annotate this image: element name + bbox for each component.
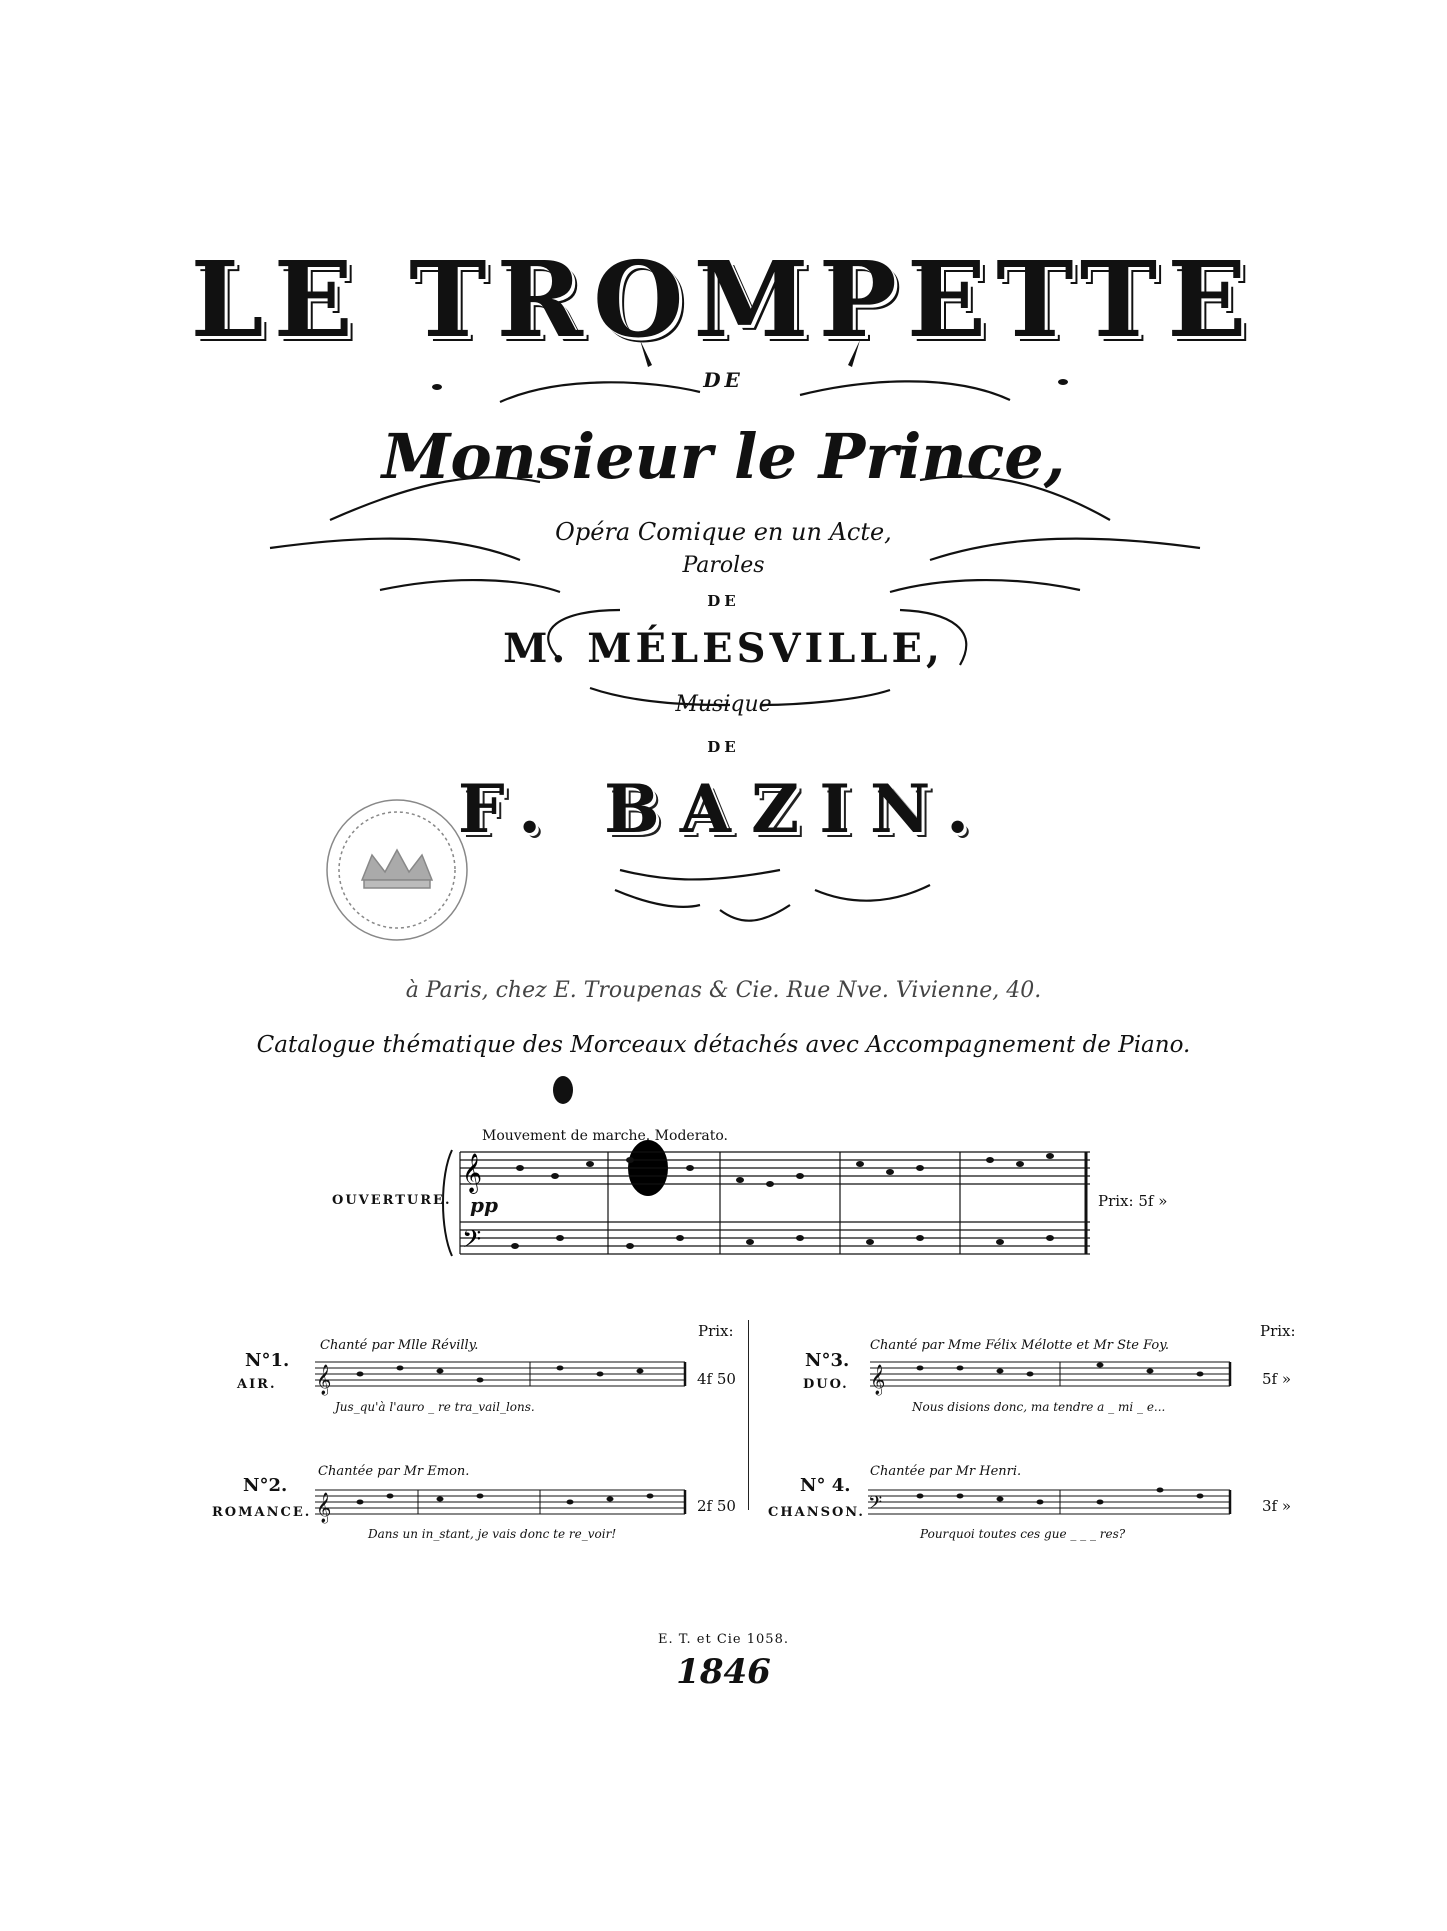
- subtitle: Monsieur le Prince,: [381, 420, 1066, 493]
- price-header-left: Prix:: [698, 1322, 734, 1340]
- piece-4-lyrics: Pourquoi toutes ces gue _ _ _ res?: [920, 1527, 1126, 1541]
- svg-text:𝄢: 𝄢: [462, 1225, 482, 1260]
- piece-1-number: N°1.: [245, 1350, 290, 1371]
- de-connector-2: DE: [707, 592, 740, 610]
- price-header-right: Prix:: [1260, 1322, 1296, 1340]
- piece-3-number: N°3.: [805, 1350, 850, 1371]
- piece-2-price: 2f 50: [697, 1497, 736, 1515]
- publisher-address: à Paris, chez E. Troupenas & Cie. Rue Nve. Vivienne, 40.: [405, 978, 1042, 1003]
- de-connector-3: DE: [707, 738, 740, 756]
- piece-2-number: N°2.: [243, 1475, 288, 1496]
- piece-2-singer: Chantée par Mr Emon.: [318, 1464, 470, 1479]
- plate-number: E. T. et Cie 1058.: [658, 1632, 789, 1647]
- piece-4-price: 3f »: [1262, 1497, 1292, 1515]
- genre-line: Opéra Comique en un Acte,: [555, 518, 892, 546]
- publication-year: 1846: [676, 1652, 771, 1692]
- overture-price: Prix: 5f »: [1098, 1192, 1168, 1210]
- overture-dynamic: pp: [470, 1193, 498, 1217]
- paroles-label: Paroles: [682, 553, 765, 578]
- piece-1-singer: Chanté par Mlle Révilly.: [320, 1338, 479, 1353]
- overture-tempo: Mouvement de marche. Moderato.: [482, 1128, 728, 1144]
- librettist-name: M. MÉLESVILLE,: [503, 625, 944, 672]
- piece-3-type: DUO.: [803, 1377, 849, 1392]
- de-connector-1: DE: [703, 368, 744, 392]
- piece-3-price: 5f »: [1262, 1370, 1292, 1388]
- svg-text:𝄞: 𝄞: [870, 1365, 886, 1395]
- piece-3-singer: Chanté par Mme Félix Mélotte et Mr Ste Foy.: [870, 1338, 1169, 1353]
- overture-label: OUVERTURE.: [332, 1193, 452, 1208]
- musique-label: Musique: [675, 692, 772, 717]
- piece-4-type: CHANSON.: [768, 1505, 865, 1520]
- piece-3-lyrics: Nous disions donc, ma tendre a _ mi _ e...: [912, 1400, 1166, 1414]
- piece-1-lyrics: Jus_qu'à l'auro _ re tra_vail_lons.: [335, 1400, 535, 1414]
- piece-4-singer: Chantée par Mr Henri.: [870, 1464, 1022, 1479]
- svg-text:𝄞: 𝄞: [462, 1153, 483, 1193]
- piece-1-type: AIR.: [237, 1377, 277, 1392]
- piece-4-number: N° 4.: [800, 1475, 851, 1496]
- page-title: LE TROMPETTE: [190, 238, 1257, 361]
- catalogue-heading: Catalogue thématique des Morceaux détachés avec Accompagnement de Piano.: [256, 1032, 1191, 1058]
- composer-name: F. BAZIN.: [457, 770, 990, 848]
- piece-2-type: ROMANCE.: [212, 1505, 312, 1520]
- svg-text:𝄞: 𝄞: [316, 1365, 332, 1395]
- piece-1-price: 4f 50: [697, 1370, 736, 1388]
- piece-2-lyrics: Dans un in_stant, je vais donc te re_voir!: [368, 1527, 617, 1541]
- svg-text:𝄢: 𝄢: [868, 1493, 883, 1518]
- svg-text:𝄞: 𝄞: [316, 1493, 332, 1523]
